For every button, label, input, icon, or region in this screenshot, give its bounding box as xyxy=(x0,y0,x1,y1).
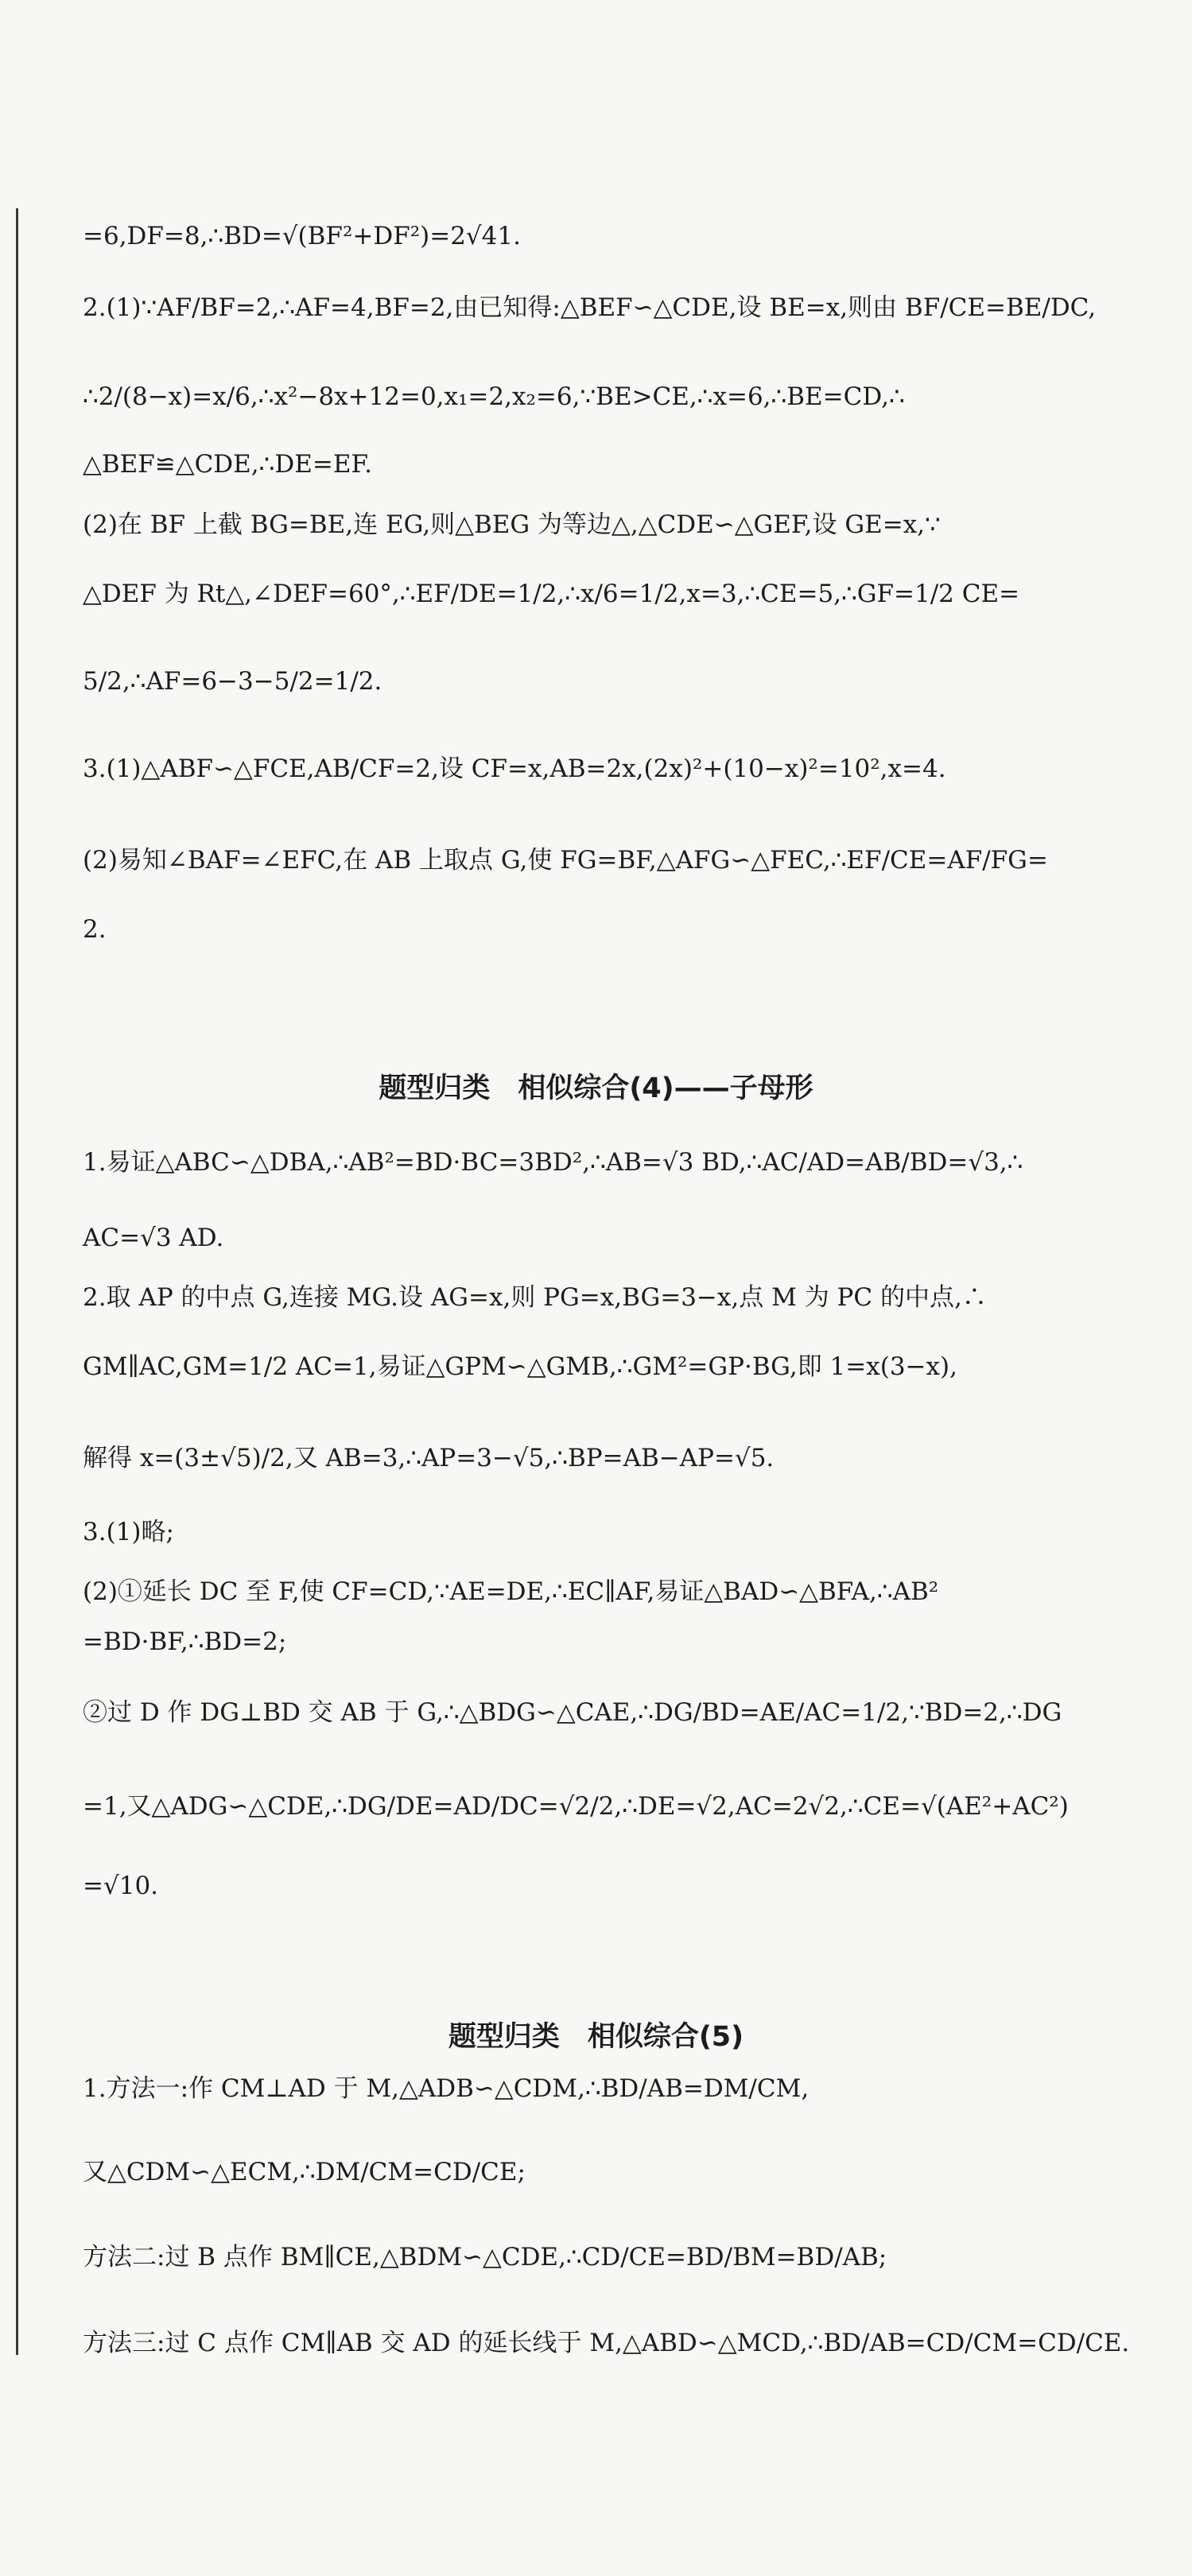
text-line: (2)在 BF 上截 BG=BE,连 EG,则△BEG 为等边△,△CDE∽△GEF,设 GE=x,∵ xyxy=(83,510,941,539)
text-line: ∴2/(8−x)=x/6,∴x²−8x+12=0,x₁=2,x₂=6,∵BE>CE,∴x=6,∴BE=CD,∴ xyxy=(83,382,905,411)
text-line: (2)易知∠BAF=∠EFC,在 AB 上取点 G,使 FG=BF,△AFG∽△FEC,∴EF/CE=AF/FG= xyxy=(83,846,1048,875)
text-line: 2. xyxy=(83,915,107,944)
section-heading: 题型归类 相似综合(5) xyxy=(448,2021,744,2053)
text-line: AC=√3 AD. xyxy=(83,1224,224,1252)
text-line: GM∥AC,GM=1/2 AC=1,易证△GPM∽△GMB,∴GM²=GP·BG,即 1=x(3−x), xyxy=(83,1352,957,1381)
text-line: △DEF 为 Rt△,∠DEF=60°,∴EF/DE=1/2,∴x/6=1/2,x=3,∴CE=5,∴GF=1/2 CE= xyxy=(83,580,1020,608)
text-line: △BEF≌△CDE,∴DE=EF. xyxy=(83,450,372,479)
text-line: (2)①延长 DC 至 F,使 CF=CD,∵AE=DE,∴EC∥AF,易证△BAD∽△BFA,∴AB² xyxy=(83,1577,939,1606)
text-line: 3.(1)略; xyxy=(83,1518,174,1546)
text-line: 2.(1)∵AF/BF=2,∴AF=4,BF=2,由已知得:△BEF∽△CDE,设 BE=x,则由 BF/CE=BE/DC, xyxy=(83,293,1097,322)
text-line: ②过 D 作 DG⊥BD 交 AB 于 G,∴△BDG∽△CAE,∴DG/BD=AE/AC=1/2,∵BD=2,∴DG xyxy=(83,1698,1062,1727)
text-line: =BD·BF,∴BD=2; xyxy=(83,1627,287,1656)
text-line: 方法二:过 B 点作 BM∥CE,△BDM∽△CDE,∴CD/CE=BD/BM=BD/AB; xyxy=(83,2243,887,2271)
text-line: 2.取 AP 的中点 G,连接 MG.设 AG=x,则 PG=x,BG=3−x,点 M 为 PC 的中点,∴ xyxy=(83,1283,987,1312)
text-line: 又△CDM∽△ECM,∴DM/CM=CD/CE; xyxy=(83,2158,526,2186)
text-line: =1,又△ADG∽△CDE,∴DG/DE=AD/DC=√2/2,∴DE=√2,AC=2√2,∴CE=√(AE²+AC²) xyxy=(83,1792,1069,1821)
text-line: 3.(1)△ABF∽△FCE,AB/CF=2,设 CF=x,AB=2x,(2x)²+(10−x)²=10²,x=4. xyxy=(83,755,946,783)
text-line: =√10. xyxy=(83,1872,159,1900)
text-line: 1.易证△ABC∽△DBA,∴AB²=BD·BC=3BD²,∴AB=√3 BD,∴AC/AD=AB/BD=√3,∴ xyxy=(83,1148,1023,1177)
text-line: =6,DF=8,∴BD=√(BF²+DF²)=2√41. xyxy=(83,222,521,250)
text-line: 解得 x=(3±√5)/2,又 AB=3,∴AP=3−√5,∴BP=AB−AP=√5. xyxy=(83,1444,775,1472)
text-line: 方法三:过 C 点作 CM∥AB 交 AD 的延长线于 M,△ABD∽△MCD,∴BD/AB=CD/CM=CD/CE. xyxy=(83,2329,1130,2357)
text-line: 1.方法一:作 CM⊥AD 于 M,△ADB∽△CDM,∴BD/AB=DM/CM, xyxy=(83,2074,810,2103)
text-line: 5/2,∴AF=6−3−5/2=1/2. xyxy=(83,667,382,696)
section-heading: 题型归类 相似综合(4)——子母形 xyxy=(379,1073,813,1104)
